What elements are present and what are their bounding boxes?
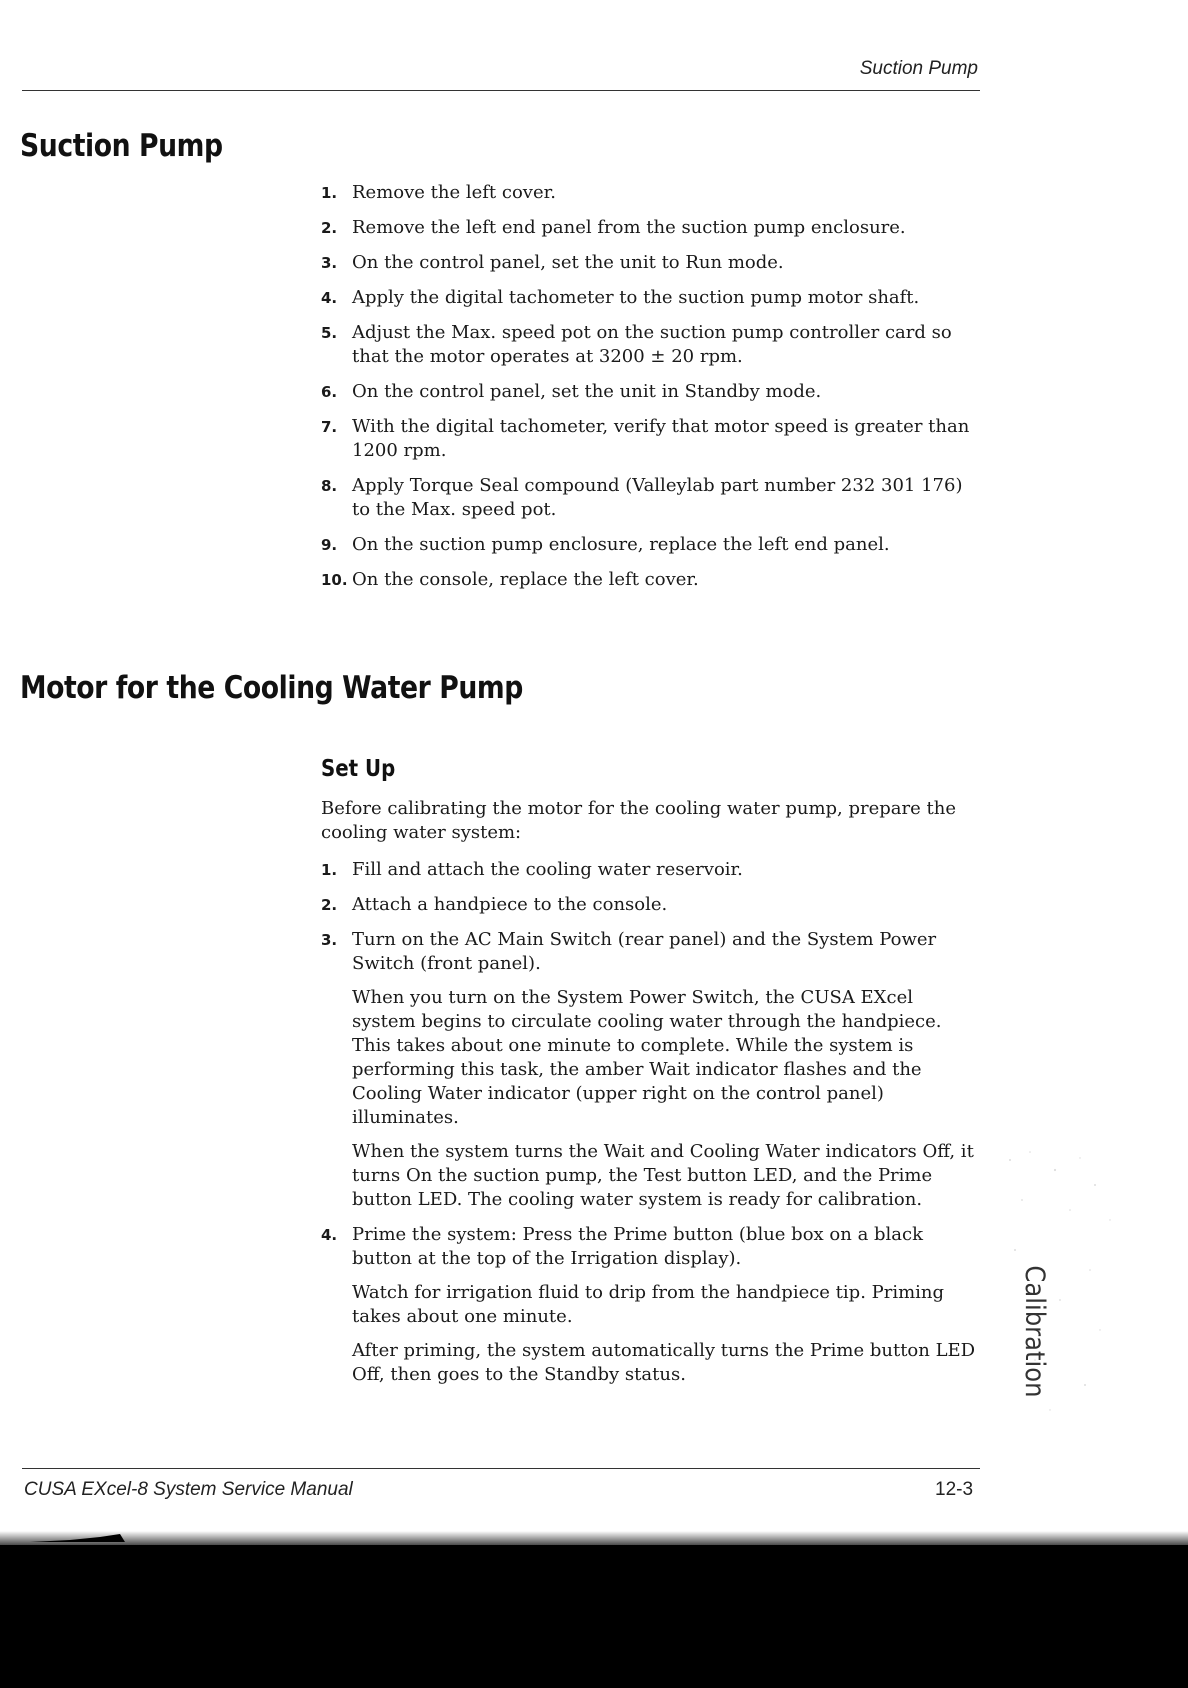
manual-title: CUSA EXcel-8 System Service Manual (24, 1479, 353, 1500)
list-item (321, 474, 976, 522)
step-number: 4. (321, 289, 338, 307)
step-number: 1. (321, 861, 338, 879)
step-number: 4. (321, 1226, 338, 1244)
list-item (321, 533, 976, 557)
step-text: On the console, replace the left cover. (352, 569, 699, 590)
step-number: 10. (321, 571, 348, 589)
list-item (321, 251, 976, 275)
list-item (321, 415, 976, 463)
step-text: Turn on the AC Main Switch (rear panel) and the System Power Switch (front panel). (352, 929, 937, 974)
list-item (321, 216, 976, 240)
step-number: 7. (321, 418, 338, 436)
set-up-intro: Before calibrating the motor for the cooling water pump, prepare the cooling water system: (321, 798, 956, 843)
list-item (321, 893, 976, 917)
section-title-cooling-water-pump: Motor for the Cooling Water Pump (20, 670, 523, 706)
step-text: Fill and attach the cooling water reservoir. (352, 859, 743, 880)
page-number: 12-3 (935, 1479, 974, 1500)
step-text: On the control panel, set the unit to Run mode. (352, 252, 784, 273)
section-title-suction-pump: Suction Pump (20, 128, 223, 164)
side-tab-calibration: Calibration (1019, 1265, 1050, 1398)
step-text: Remove the left cover. (352, 182, 556, 203)
step-text: Adjust the Max. speed pot on the suction pump controller card so that the motor operates at 3200 ± 20 rpm. (352, 322, 952, 367)
list-item (321, 380, 976, 404)
subsection-title-set-up: Set Up (321, 756, 396, 782)
list-item (321, 181, 976, 205)
scan-noise (1000, 1140, 1120, 1440)
footer-rule (22, 1468, 980, 1469)
set-up-steps (321, 858, 976, 1398)
step-note: When the system turns the Wait and Cooling Water indicators Off, it turns On the suction pump, the Test button LED, and the Prime button LED. The cooling water system is ready for calibration. (352, 1141, 974, 1210)
scanner-black-band (0, 1545, 1188, 1688)
list-item (321, 321, 976, 369)
list-item (321, 1223, 976, 1387)
suction-pump-steps (321, 181, 976, 603)
running-header: Suction Pump (859, 58, 978, 79)
step-number: 5. (321, 324, 338, 342)
step-note: Watch for irrigation fluid to drip from the handpiece tip. Priming takes about one minute. (352, 1282, 945, 1327)
step-text: With the digital tachometer, verify that motor speed is greater than 1200 rpm. (352, 416, 970, 461)
step-text: Apply the digital tachometer to the suction pump motor shaft. (352, 287, 920, 308)
step-text: Apply Torque Seal compound (Valleylab part number 232 301 176) to the Max. speed pot. (352, 475, 963, 520)
step-number: 1. (321, 184, 338, 202)
step-note: When you turn on the System Power Switch, the CUSA EXcel system begins to circulate cooling water through the handpiece. This takes about one minute to complete. While the system is performing this task, the amber Wait indicator flashes and the Cooling Water indicator (upper right on the control panel) illuminates. (352, 987, 942, 1128)
step-note: After priming, the system automatically turns the Prime button LED Off, then goes to the Standby status. (352, 1340, 976, 1385)
step-number: 3. (321, 931, 338, 949)
step-number: 2. (321, 896, 338, 914)
step-text: On the suction pump enclosure, replace the left end panel. (352, 534, 890, 555)
step-number: 8. (321, 477, 338, 495)
step-number: 2. (321, 219, 338, 237)
step-text: Remove the left end panel from the suction pump enclosure. (352, 217, 906, 238)
step-number: 9. (321, 536, 338, 554)
list-item (321, 858, 976, 882)
step-number: 3. (321, 254, 338, 272)
header-rule (22, 90, 980, 91)
step-text: Prime the system: Press the Prime button (blue box on a black button at the top of the Irrigation display). (352, 1224, 924, 1269)
list-item (321, 928, 976, 1212)
step-text: Attach a handpiece to the console. (352, 894, 668, 915)
list-item (321, 286, 976, 310)
list-item (321, 568, 976, 592)
step-text: On the control panel, set the unit in Standby mode. (352, 381, 822, 402)
step-number: 6. (321, 383, 338, 401)
